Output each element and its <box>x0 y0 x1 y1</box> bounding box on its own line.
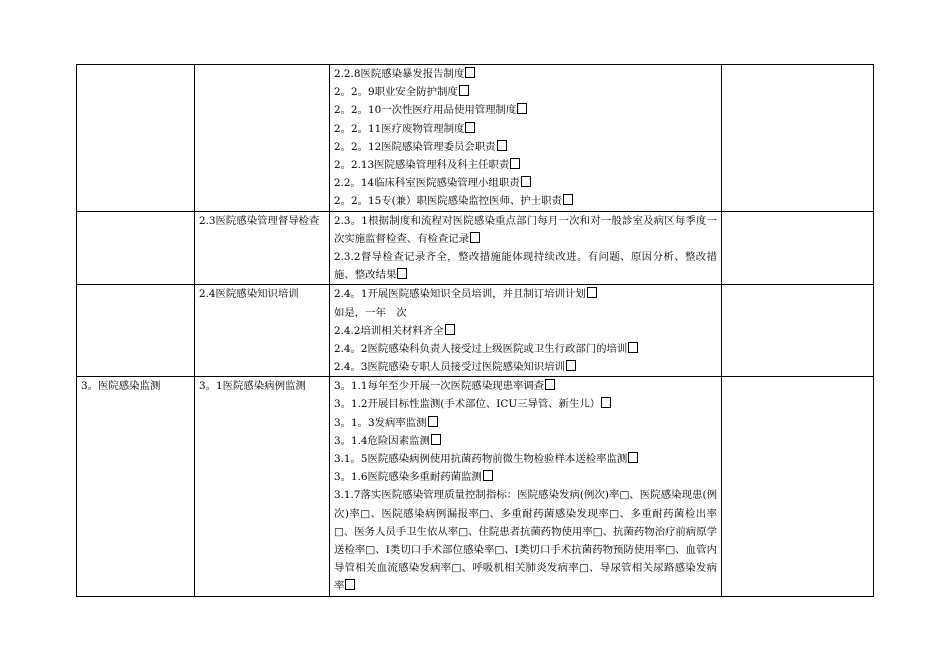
list-item: 3。1.4危险因素监测 <box>334 432 717 450</box>
category-cell <box>195 285 330 377</box>
checkbox[interactable] <box>459 85 469 96</box>
remarks-cell[interactable] <box>722 211 874 285</box>
remarks-cell[interactable] <box>722 377 874 596</box>
category-label: 2.3医院感染管理督导检查 <box>199 214 320 227</box>
list-item: 2.4。1开展医院感染知识全员培训，并且制订培训计划 <box>334 285 717 303</box>
remarks-cell[interactable] <box>722 65 874 212</box>
inspection-table <box>76 64 874 597</box>
section-cell <box>77 211 195 285</box>
items-cell <box>330 211 722 285</box>
checkbox[interactable] <box>587 287 597 298</box>
items-cell <box>330 285 722 377</box>
list-item: 如是，一年 次 <box>334 306 407 319</box>
section-cell <box>77 285 195 377</box>
checkbox[interactable] <box>397 268 407 279</box>
list-item: 2。2。10一次性医疗用品使用管理制度 <box>334 101 717 119</box>
list-item: 2。2。15专(兼）职医院感染监控医师、护士职责 <box>334 192 717 210</box>
table-row <box>77 285 874 377</box>
checkbox[interactable] <box>428 416 438 427</box>
list-item: 3.1。5医院感染病例使用抗菌药物前微生物检验样本送检率监测 <box>334 450 717 468</box>
items-cell <box>330 377 722 596</box>
list-item: 3。1。3发病率监测 <box>334 414 717 432</box>
category-label: 3。1医院感染病例监测 <box>199 380 306 393</box>
list-item: 3.1.7落实医院感染管理质量控制指标：医院感染发病(例次)率□、医院感染现患(例次)率□、医院感染病例漏报率□、多重耐药菌感染发现率□、多重耐药菌检出率□、医务人员手卫生依从率□、住院患者抗菌药物使用率□、抗菌药物治疗前病原学送检率□、Ⅰ类切口手术部位感染率□、Ⅰ类切口手术抗菌药物预防使用率□、血管内导管相关血流感染发病率□、呼吸机相关肺炎发病率□、导尿管相关尿路感染发病率 <box>334 489 717 593</box>
list-item: 3。1.6医院感染多重耐药菌监测 <box>334 468 717 486</box>
table-row <box>77 65 874 212</box>
checkbox[interactable] <box>345 579 355 590</box>
checkbox[interactable] <box>431 434 441 445</box>
table-row <box>77 211 874 285</box>
list-item: 3。1.1每年至少开展一次医院感染现患率调查 <box>334 377 717 395</box>
table-row <box>77 377 874 596</box>
checkbox[interactable] <box>465 67 475 78</box>
list-item: 2。2。12医院感染管理委员会职责 <box>334 138 717 156</box>
checkbox[interactable] <box>497 140 507 151</box>
section-label: 3。医院感染监测 <box>81 380 161 393</box>
section-cell <box>77 377 195 596</box>
list-item: 2.4。3医院感染专职人员接受过医院感染知识培训 <box>334 358 717 376</box>
remarks-cell[interactable] <box>722 285 874 377</box>
checkbox[interactable] <box>470 232 480 243</box>
list-item: 2。2。9职业安全防护制度 <box>334 83 717 101</box>
category-cell <box>195 211 330 285</box>
checkbox[interactable] <box>510 158 520 169</box>
list-item: 2.4。2医院感染科负责人接受过上级医院或卫生行政部门的培训 <box>334 340 717 358</box>
list-item: 2.4.2培训相关材料齐全 <box>334 322 717 340</box>
list-item: 2.3.2督导检查记录齐全，整改措施能体现持续改进。有问题、原因分析、整改措施、整改结果 <box>334 250 717 282</box>
list-item: 2.2。14临床科室医院感染管理小组职责 <box>334 174 717 192</box>
section-cell <box>77 65 195 212</box>
checkbox[interactable] <box>521 176 531 187</box>
checkbox[interactable] <box>465 122 475 133</box>
checkbox[interactable] <box>563 194 573 205</box>
checkbox[interactable] <box>483 470 493 481</box>
checkbox[interactable] <box>566 360 576 371</box>
list-item: 2。2.13医院感染管理科及科主任职责 <box>334 156 717 174</box>
items-cell <box>330 65 722 212</box>
checkbox[interactable] <box>601 397 611 408</box>
list-item: 3。1.2开展目标性监测(手术部位、ICU三导管、新生儿） <box>334 395 717 413</box>
category-cell <box>195 65 330 212</box>
checkbox[interactable] <box>445 324 455 335</box>
checkbox[interactable] <box>628 342 638 353</box>
category-label: 2.4医院感染知识培训 <box>199 288 299 301</box>
checkbox[interactable] <box>517 103 527 114</box>
category-cell <box>195 377 330 596</box>
list-item: 2.3。1根据制度和流程对医院感染重点部门每月一次和对一般診室及病区每季度一次实施监督检查、有检查记录 <box>334 214 717 245</box>
list-item: 2.2.8医院感染暴发报告制度 <box>334 65 717 83</box>
checkbox[interactable] <box>628 452 638 463</box>
checkbox[interactable] <box>545 379 555 390</box>
list-item: 2。2。11医疗废物管理制度 <box>334 120 717 138</box>
